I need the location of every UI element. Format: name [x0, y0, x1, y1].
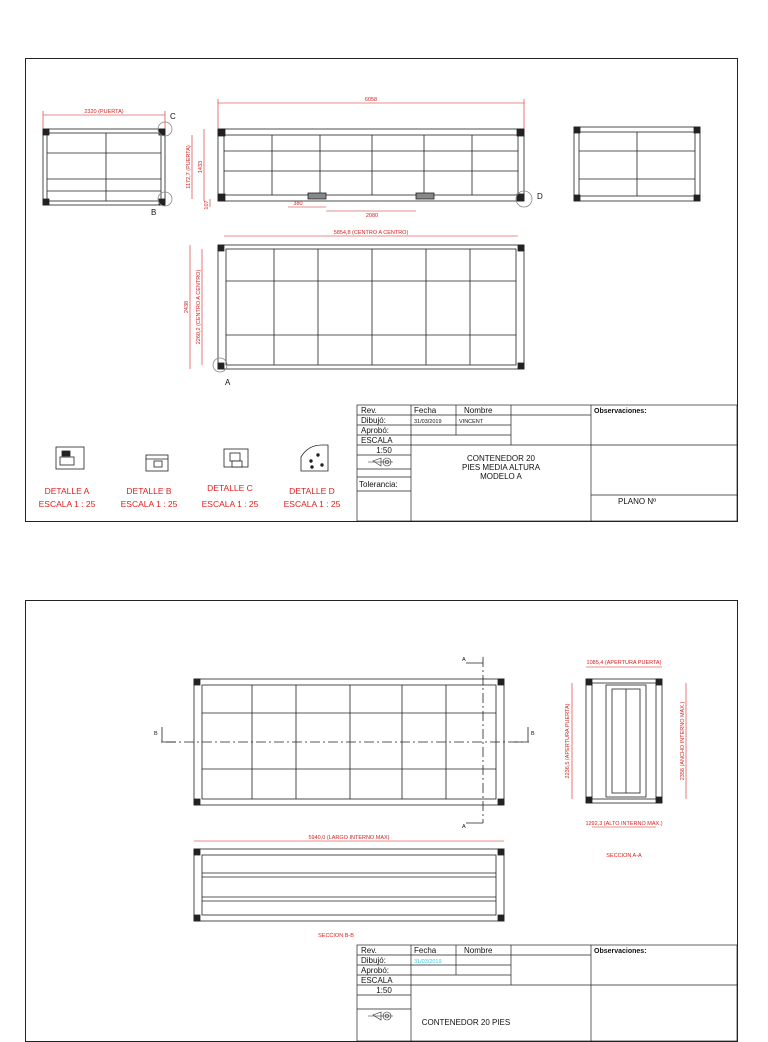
dim-height-puerta: 1172,7 (PUERTA)	[186, 145, 192, 189]
side-view	[218, 129, 532, 207]
detail-d-name: DETALLE D	[289, 486, 335, 496]
detail-c-name: DETALLE C	[207, 483, 253, 493]
tb2-rev: Rev.	[361, 946, 377, 955]
dim-width-total: 2438	[184, 300, 190, 314]
dim-largo-interno: 5940,0 (LARGO INTERNO MAX)	[308, 835, 390, 841]
drawing-sheet-2	[25, 600, 738, 1042]
tb1-rev: Rev.	[361, 406, 377, 415]
tb1-fecha: Fecha	[414, 406, 437, 415]
detail-b-name: DETALLE B	[126, 486, 172, 496]
dim-380: 380	[293, 201, 303, 207]
tb1-title-line1: CONTENEDOR 20	[466, 454, 536, 463]
tb2-dibujo-fecha: 31/03/2019	[414, 959, 442, 965]
detail-a-scale: ESCALA 1 : 25	[38, 499, 96, 509]
sheet2-drawing	[26, 601, 737, 1041]
detail-d-scale: ESCALA 1 : 25	[283, 499, 341, 509]
front-view	[43, 122, 172, 206]
projection-symbol-2	[368, 1012, 393, 1020]
dim-apertura-puerta-h: 2236,5 (APERTURA PUERTA)	[565, 703, 571, 779]
detail-d-icon	[301, 445, 328, 471]
tb1-dibujo: Dibujó:	[361, 416, 386, 425]
tb2-nombre: Nombre	[464, 946, 493, 955]
rear-view	[574, 127, 700, 201]
tb1-escala: ESCALA	[361, 436, 393, 445]
tb1-aprobo: Aprobó:	[361, 426, 390, 435]
tb2-title-line1: CONTENEDOR 20 PIES	[421, 1018, 511, 1027]
section-bb-label: SECCION B-B	[318, 933, 354, 939]
tb1-nombre: Nombre	[464, 406, 493, 415]
callout-c: C	[170, 112, 176, 121]
tb2-observaciones: Observaciones:	[594, 948, 647, 955]
tb1-dibujo-fecha: 31/03/2019	[414, 419, 442, 425]
dim-alto-interno: 1292,3 (ALTO INTERNO MAX.)	[585, 821, 663, 827]
section-mark-a-top: A	[462, 657, 466, 663]
tb2-dibujo: Dibujó:	[361, 956, 386, 965]
tb2-escala-value: 1:50	[376, 986, 392, 995]
section-aa-label: SECCION A-A	[606, 853, 642, 859]
top-view	[213, 245, 524, 372]
dim-centro-length: 5854,8 (CENTRO A CENTRO)	[333, 230, 409, 236]
callout-a: A	[225, 378, 231, 387]
dim-107: 107	[204, 200, 210, 210]
dim-length-total: 6058	[364, 97, 378, 103]
section-mark-b-right: B	[531, 731, 535, 737]
tb1-observaciones: Observaciones:	[594, 408, 647, 415]
tb2-aprobo: Aprobó:	[361, 966, 390, 975]
detail-a-name: DETALLE A	[44, 486, 90, 496]
detail-c-scale: ESCALA 1 : 25	[201, 499, 259, 509]
drawing-sheet-1	[25, 58, 738, 522]
detail-icons	[56, 445, 328, 471]
section-mark-a-bottom: A	[462, 824, 466, 830]
tb1-plano: PLANO Nº	[618, 497, 657, 506]
plan-view	[161, 657, 529, 823]
dim-height-total: 1433	[198, 160, 204, 174]
sheet1-drawing	[26, 59, 737, 521]
tb1-title-line2: PIES MEDIA ALTURA	[461, 463, 541, 472]
tb1-tolerancia: Tolerancia:	[359, 480, 398, 489]
callout-b: B	[151, 208, 157, 217]
tb1-escala-value: 1:50	[376, 446, 392, 455]
dim-ancho-interno: 2356 (ANCHO INTERNO MAX.)	[680, 701, 686, 781]
detail-a-icon	[56, 447, 84, 469]
projection-symbol-1	[368, 458, 393, 466]
tb2-fecha: Fecha	[414, 946, 437, 955]
detail-b-scale: ESCALA 1 : 25	[120, 499, 178, 509]
tb1-title-line3: MODELO A	[480, 472, 522, 481]
tb1-dibujo-nombre: VINCENT	[459, 419, 484, 425]
callout-d: D	[537, 192, 543, 201]
dim-puerta-width: 2320 (PUERTA)	[84, 109, 124, 115]
dim-2080: 2080	[365, 213, 379, 219]
dim-apertura-puerta-w: 1085,4 (APERTURA PUERTA)	[586, 660, 662, 666]
dim-centro-width: 2260,2 (CENTRO A CENTRO)	[196, 269, 202, 345]
section-aa-view	[586, 679, 662, 803]
detail-b-icon	[146, 455, 168, 471]
detail-c-icon	[224, 449, 248, 467]
section-bb-view	[194, 849, 504, 921]
section-mark-b-left: B	[154, 731, 158, 737]
tb2-escala: ESCALA	[361, 976, 393, 985]
